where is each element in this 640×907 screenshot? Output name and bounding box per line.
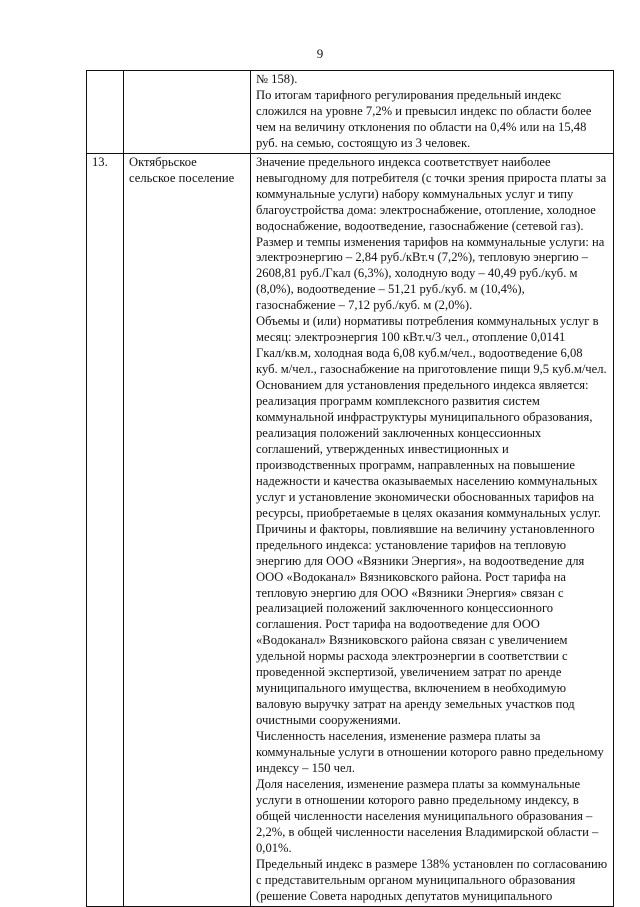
table-row (87, 153, 614, 906)
description-cell (251, 153, 614, 906)
municipality-cell (124, 71, 251, 154)
paragraph: Размер и темпы изменения тарифов на коммунальные услуги: на электроэнергию – 2,84 руб./кВт.ч (7,2%), тепловую энергию – 2608,81 руб./Гкал (6,3%), холодную воду – 40,49 руб./куб. м (8,0%), водоотведение – 51,21 руб./куб. м (10,4%), газоснабжение – 7,12 руб./куб. м (2,0%). (256, 234, 605, 313)
row-number-cell (87, 71, 124, 154)
paragraph: Объемы и (или) нормативы потребления коммунальных услуг в месяц: электроэнергия 100 кВт.ч/3 чел., отопление 0,0141 Гкал/кв.м, холодная вода 6,08 куб.м/чел., водоотведение 6,08 куб. м/чел., газоснабжение на приготовление пищи 9,5 куб.м/чел. (256, 314, 607, 377)
page-number: 9 (316, 46, 324, 61)
tariff-table (86, 70, 614, 907)
paragraph: Численность населения, изменение размера платы за коммунальные услуги в отношении которого равно предельному индексу – 150 чел. (256, 729, 604, 775)
paragraph: Причины и факторы, повлиявшие на величину установленного предельного индекса: установление тарифов на тепловую энергию для ООО «Вязники Энергия», на водоотведение для ООО «Водоканал» Вязниковского района. Рост тарифа на тепловую энергию для ООО «Вязники Энергия» связан с реализацией положений заключенного концессионного соглашения. Рост тарифа на водоотведение для ООО «Водоканал» Вязниковского района связан с увеличением удельной нормы расхода электроэнергии в соответствии с проведенной экспертизой, увеличением затрат по аренде муниципального имущества, включением в необходимую валовую выручку затрат на аренду земельных участков под очистными сооружениями. (256, 521, 595, 728)
paragraph: Основанием для установления предельного индекса является: реализация программ комплексного развития систем коммунальной инфраструктуры муниципального образования, реализация положений заключенных концессионных соглашений, утвержденных инвестиционных и производственных программ, направленных на повышение надежности и качества оказываемых населению коммунальных услуг и установление экономически обоснованных тарифов на ресурсы, приобретаемые в целях оказания коммунальных услуг. (256, 378, 601, 520)
municipality-cell: Октябрьское сельское поселение (124, 153, 251, 906)
paragraph: Доля населения, изменение размера платы за коммунальные услуги в отношении которого равно предельному индексу, в общей численности населения муниципального образования – 2,2%, в общей численности населения Владимирской области – 0,01%. (256, 776, 599, 855)
paragraph: № 158). По итогам тарифного регулирования предельный индекс сложился на уровне 7,2% и превысил индекс по области более чем на величину отклонения по области на 0,4% или на 15,48 руб. на семью, состоящую из 3 человек. (256, 72, 592, 150)
table-row (87, 71, 614, 154)
paragraph: Предельный индекс в размере 138% установлен по согласованию с представительным органом муниципального образования (решение Совета народных депутатов муниципального (256, 856, 608, 903)
row-number-cell: 13. (87, 153, 124, 906)
paragraph: Значение предельного индекса соответствует наиболее невыгодному для потребителя (с точки зрения прироста платы за коммунальные услуги) набору коммунальных услуг и типу благоустройства дома: электроснабжение, отопление, холодное водоснабжение, водоотведение, газоснабжение (сетевой газ). (256, 154, 607, 233)
description-cell (251, 71, 614, 154)
